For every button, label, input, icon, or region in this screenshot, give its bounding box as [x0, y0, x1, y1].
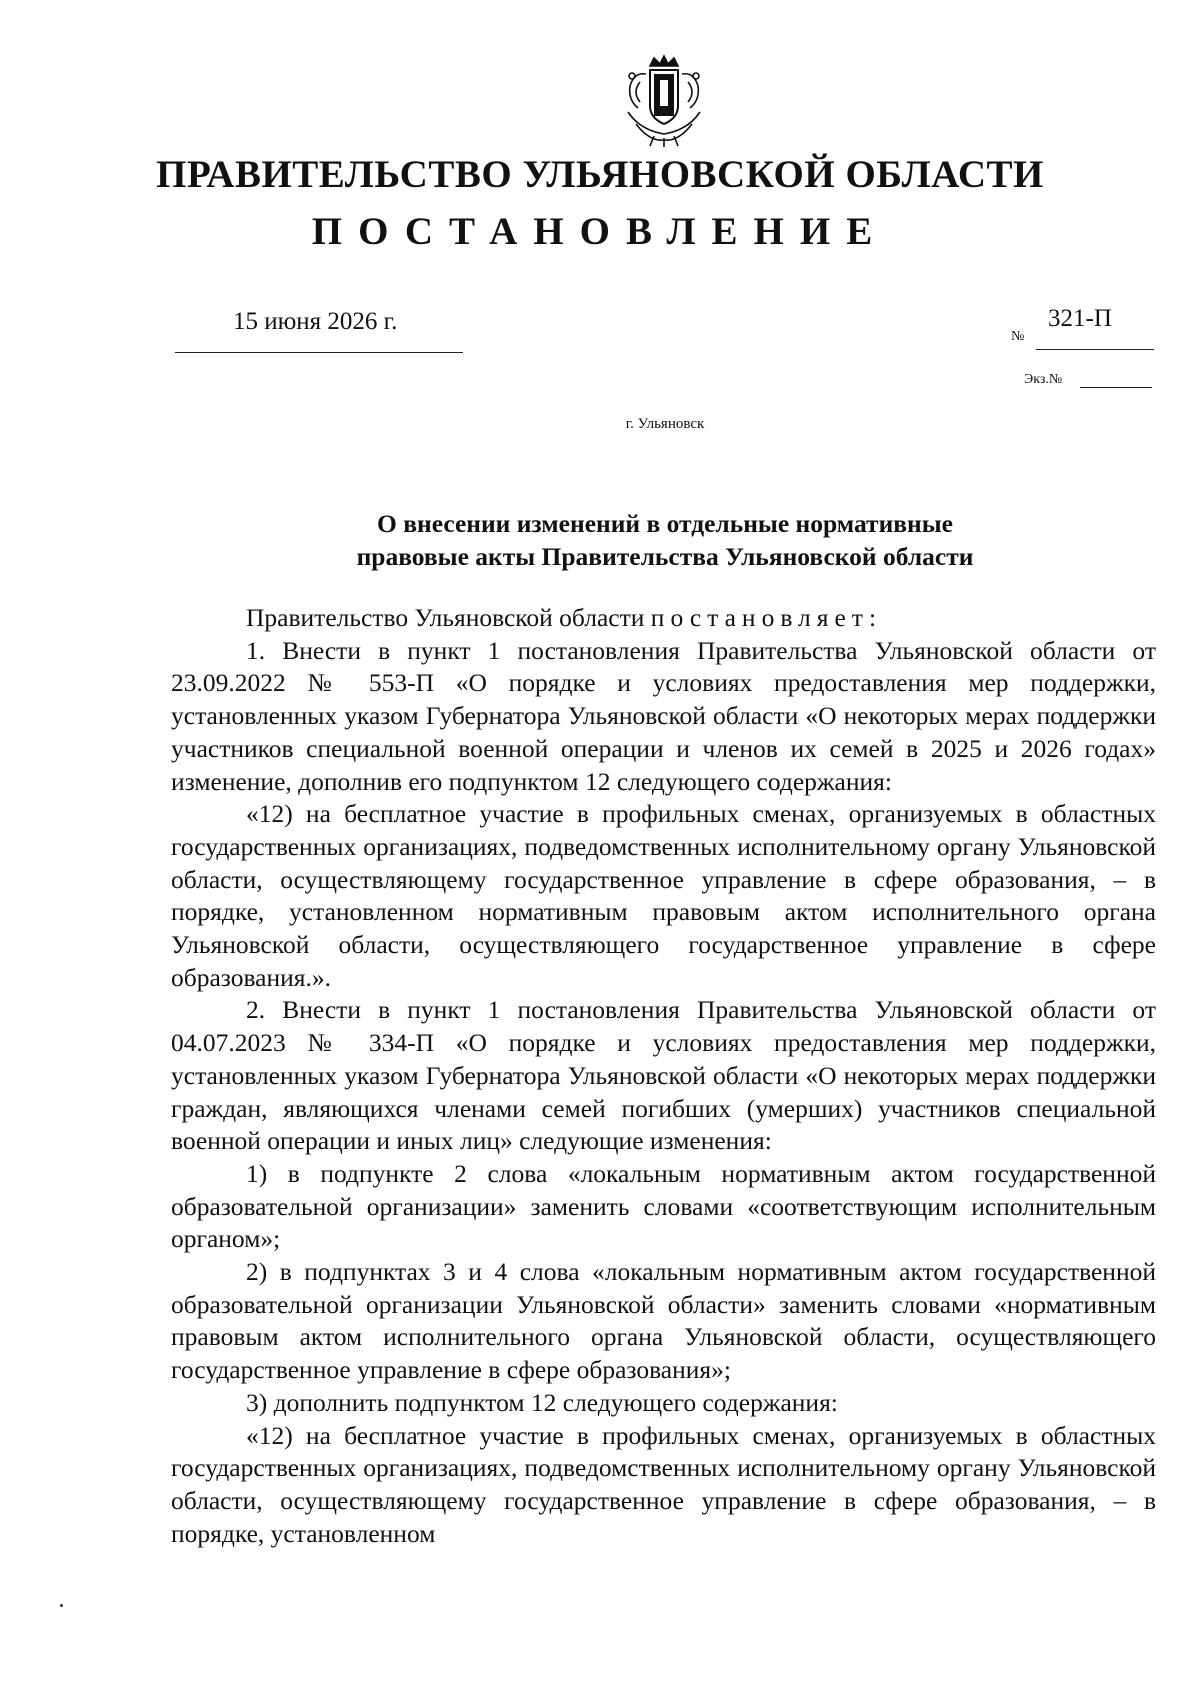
- document-subject: [0, 507, 1200, 573]
- document-type-title: ПОСТАНОВЛЕНИЕ: [311, 210, 889, 253]
- paragraph-1-quote: «12) на бесплатное участие в профильных сменах, организуемых в областных государственных организациях, подведомственных исполнительному органу Ульяновской области, осуществляющему государственное управление в сфере образования, – в порядке, установленном нормативным правовым актом исполнительного органа Ульяновской области, осуществляющего государственное управление в сфере образования.».: [171, 799, 1156, 992]
- subject-line-1: О внесении изменений в отдельные нормативные: [377, 509, 953, 538]
- preamble-start: Правительство Ульяновской области: [246, 603, 651, 632]
- paragraph-1: 1. Внести в пункт 1 постановления Правительства Ульяновской области от 23.09.2022 № 553-П «О порядке и условиях предоставления мер поддержки, установленных указом Губернатора Ульяновской области «О некоторых мерах поддержки участников специальной военной операции и членов их семей в 2025 и 2026 годах» изменение, дополнив его подпунктом 12 следующего содержания:: [171, 635, 1156, 796]
- paragraph-2: 2. Внести в пункт 1 постановления Правительства Ульяновской области от 04.07.2023 № 334-П «О порядке и условиях предоставления мер поддержки, установленных указом Губернатора Ульяновской области «О некоторых мерах поддержки граждан, являющихся членами семей погибших (умерших) участников специальной военной операции и иных лиц» следующие изменения:: [171, 995, 1156, 1156]
- date-underline: [175, 352, 463, 353]
- coat-of-arms-icon: [610, 52, 718, 148]
- paragraph-2-item-3: 3) дополнить подпунктом 12 следующего содержания:: [246, 1387, 838, 1417]
- paragraph-2-quote: «12) на бесплатное участие в профильных сменах, организуемых в областных государственных организациях, подведомственных исполнительному органу Ульяновской области, осуществляющему государственное управление в сфере образования, – в порядке, установленном: [171, 1420, 1156, 1548]
- preamble-verb: постановляет: [650, 603, 869, 632]
- number-prefix: №: [1011, 329, 1025, 344]
- paragraph-2-item-2: 2) в подпунктах 3 и 4 слова «локальным нормативным актом государственной образовательной организации Ульяновской области» заменить словами «нормативным правовым актом исполнительного органа Ульяновской области, осуществляющего государственное управление в сфере образования»;: [171, 1257, 1156, 1385]
- paragraph-2-item-1: 1) в подпункте 2 слова «локальным нормативным актом государственной образовательной организации» заменить словами «соответствующим исполнительным органом»;: [171, 1158, 1156, 1254]
- organization-title: ПРАВИТЕЛЬСТВО УЛЬЯНОВСКОЙ ОБЛАСТИ: [156, 153, 1044, 196]
- document-body: [171, 602, 1156, 1550]
- number-underline: [1036, 349, 1154, 350]
- copy-number-underline: [1080, 387, 1152, 388]
- preamble-end: :: [868, 603, 877, 632]
- city-name: г. Ульяновск: [625, 416, 705, 432]
- document-date: 15 июня 2026 г.: [233, 308, 398, 335]
- scan-artifact-dot: [60, 1604, 63, 1607]
- preamble: [171, 602, 1156, 635]
- copy-number-label: Экз.№: [1024, 372, 1063, 387]
- subject-line-2: правовые акты Правительства Ульяновской области: [356, 542, 974, 571]
- document-number: 321-П: [1048, 305, 1112, 332]
